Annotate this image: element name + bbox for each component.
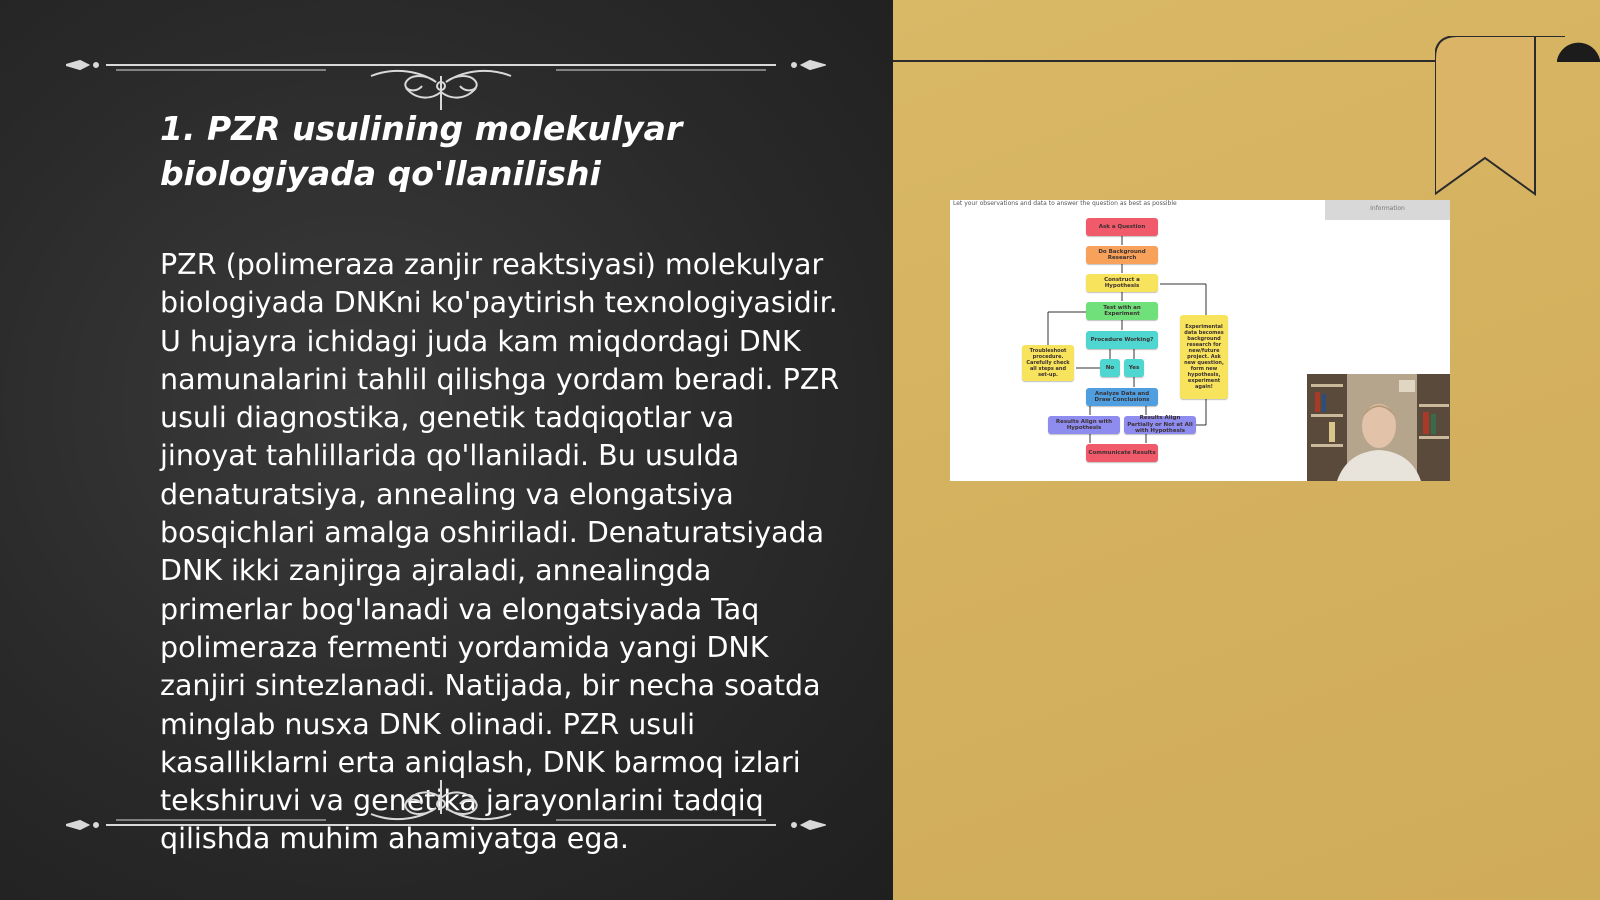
flow-step-yes: Yes <box>1124 359 1144 377</box>
ornament-divider-icon <box>66 770 826 830</box>
slide-title-line-2: biologiyada qo'llanilishi <box>160 154 601 193</box>
slide-title-line-1: 1. PZR usulining molekulyar <box>160 109 683 148</box>
flow-step-research: Do Background Research <box>1086 246 1158 264</box>
flow-step-align: Results Align with Hypothesis <box>1048 416 1120 434</box>
slide-body-text: PZR (polimeraza zanjir reaktsiyasi) molekulyar biologiyada DNKni ko'paytirish texnologiyasidir. U hujayra ichidagi juda kam miqdordagi DNK namunalarini tahlil qilishga yordam beradi. PZR usuli diagnostika, genetik tadqiqotlar va jinoyat tahlillarida qo'llaniladi. Bu usulda denaturatsiya, annealing va elongatsiya bosqichlari amalga oshiriladi. Denaturatsiyada DNK ikki zanjirga ajraladi, annealingda primerlar bog'lanadi va elongatsiyada Taq polimeraza fermenti yordamida yangi DNK zanjiri sintezlanadi. Natijada, bir necha soatda minglab nusxa DNK olinadi. PZR usuli kasalliklarni erta aniqlash, DNK barmoq izlari tekshiruvi va genetika jarayonlarini tadqiq qilishda muhim ahamiyatga ega. <box>160 248 840 856</box>
embed-caption: Let your observations and data to answer the question as best as possible <box>953 200 1177 207</box>
bookmark-ribbon-icon <box>1435 36 1600 198</box>
flow-step-working: Procedure Working? <box>1086 331 1158 349</box>
presenter-webcam-feed <box>1307 374 1450 481</box>
presenter-webcam-image <box>1307 374 1450 481</box>
flow-step-no: No <box>1100 359 1120 377</box>
decorative-rule <box>893 60 1438 62</box>
flow-step-partial: Results Align Partially or Not at All with Hypothesis <box>1124 416 1196 434</box>
flow-step-test: Test with an Experiment <box>1086 302 1158 320</box>
slide-media-panel <box>893 0 1600 900</box>
flow-step-ask: Ask a Question <box>1086 218 1158 236</box>
embed-info-chip: Information <box>1325 200 1450 220</box>
slide-title <box>160 106 820 196</box>
flow-step-hypothesis: Construct a Hypothesis <box>1086 274 1158 292</box>
ornament-divider-icon <box>66 52 826 112</box>
flow-step-analyze: Analyze Data and Draw Conclusions <box>1086 388 1158 406</box>
flow-note-experimental: Experimental data becomes background research for new/future project. Ask new question, form new hypothesis, experiment again! <box>1180 315 1228 399</box>
flow-step-communicate: Communicate Results <box>1086 444 1158 462</box>
flow-note-troubleshoot: Troubleshoot procedure. Carefully check all steps and set-up. <box>1022 345 1074 381</box>
embedded-video-frame[interactable] <box>950 200 1450 481</box>
